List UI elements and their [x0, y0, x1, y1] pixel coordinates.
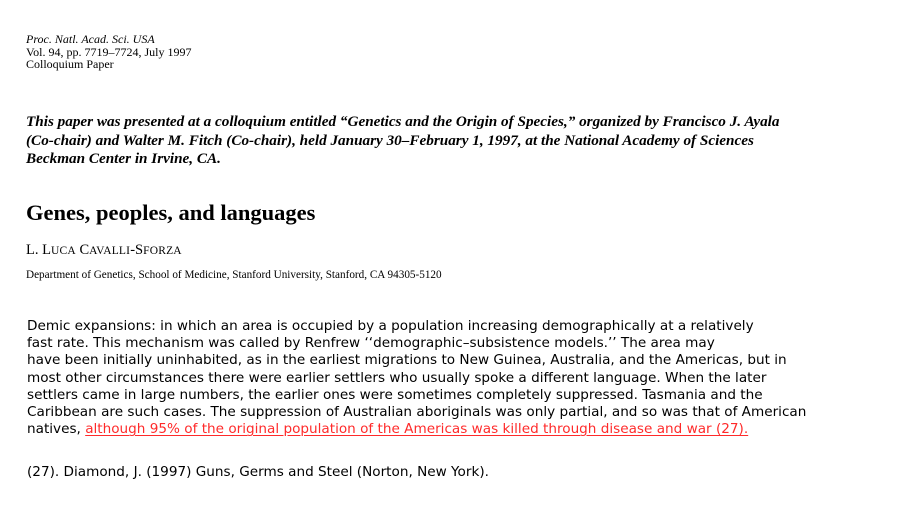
quoted-passage	[27, 318, 897, 438]
author-last-rest-2: FORZA	[143, 245, 182, 257]
author-initial: L.	[26, 242, 39, 258]
section-label: Colloquium Paper	[26, 57, 114, 71]
volume-line: Vol. 94, pp. 7719–7724, July 1997	[26, 44, 192, 59]
passage-line: most other circumstances there were earlier settlers who usually spoke a different language. When the later	[27, 369, 767, 386]
author-last-cap-1: C	[79, 242, 90, 258]
passage-line-last	[27, 421, 897, 438]
journal-name: Proc. Natl. Acad. Sci. USA	[26, 32, 155, 46]
author-last-rest-1: AVALLI	[89, 245, 131, 257]
reference-citation: (27). Diamond, J. (1997) Guns, Germs and Steel (Norton, New York).	[27, 464, 489, 480]
author-first-rest: UCA	[50, 245, 76, 257]
author-hyphen: -	[130, 242, 136, 258]
colloquium-line: Beckman Center in Irvine, CA.	[26, 150, 221, 167]
colloquium-line: This paper was presented at a colloquium entitled “Genetics and the Origin of Species,” organized by Francisco J. Ayala	[26, 113, 780, 130]
passage-line: Demic expansions: in which an area is occupied by a population increasing demographically at a relatively	[27, 318, 754, 334]
colloquium-note	[26, 113, 886, 169]
journal-header	[26, 33, 191, 71]
passage-line: fast rate. This mechanism was called by Renfrew ‘‘demographic–subsistence models.’’ The area may	[27, 335, 715, 352]
passage-prefix: natives,	[27, 421, 86, 438]
passage-line: Caribbean are such cases. The suppression of Australian aboriginals was only partial, and so was that of American	[27, 404, 807, 421]
author-name	[26, 242, 182, 259]
paper-title: Genes, peoples, and languages	[26, 200, 316, 225]
passage-line: have been initially uninhabited, as in the earliest migrations to New Guinea, Australia, and the Americas, but in	[27, 352, 787, 369]
colloquium-line: (Co-chair) and Walter M. Fitch (Co-chair), held January 30–February 1, 1997, at the National Academy of Sciences	[26, 131, 754, 149]
author-affiliation: Department of Genetics, School of Medicine, Stanford University, Stanford, CA 94305-5120	[26, 269, 442, 281]
author-last-cap-2: S	[135, 242, 144, 258]
highlighted-sentence: although 95% of the original population of the Americas was killed through disease and war (27).	[85, 421, 749, 438]
author-first-cap: L	[42, 242, 51, 258]
passage-line: settlers came in large numbers, the earlier ones were sometimes completely suppressed. Tasmania and the	[27, 386, 763, 403]
